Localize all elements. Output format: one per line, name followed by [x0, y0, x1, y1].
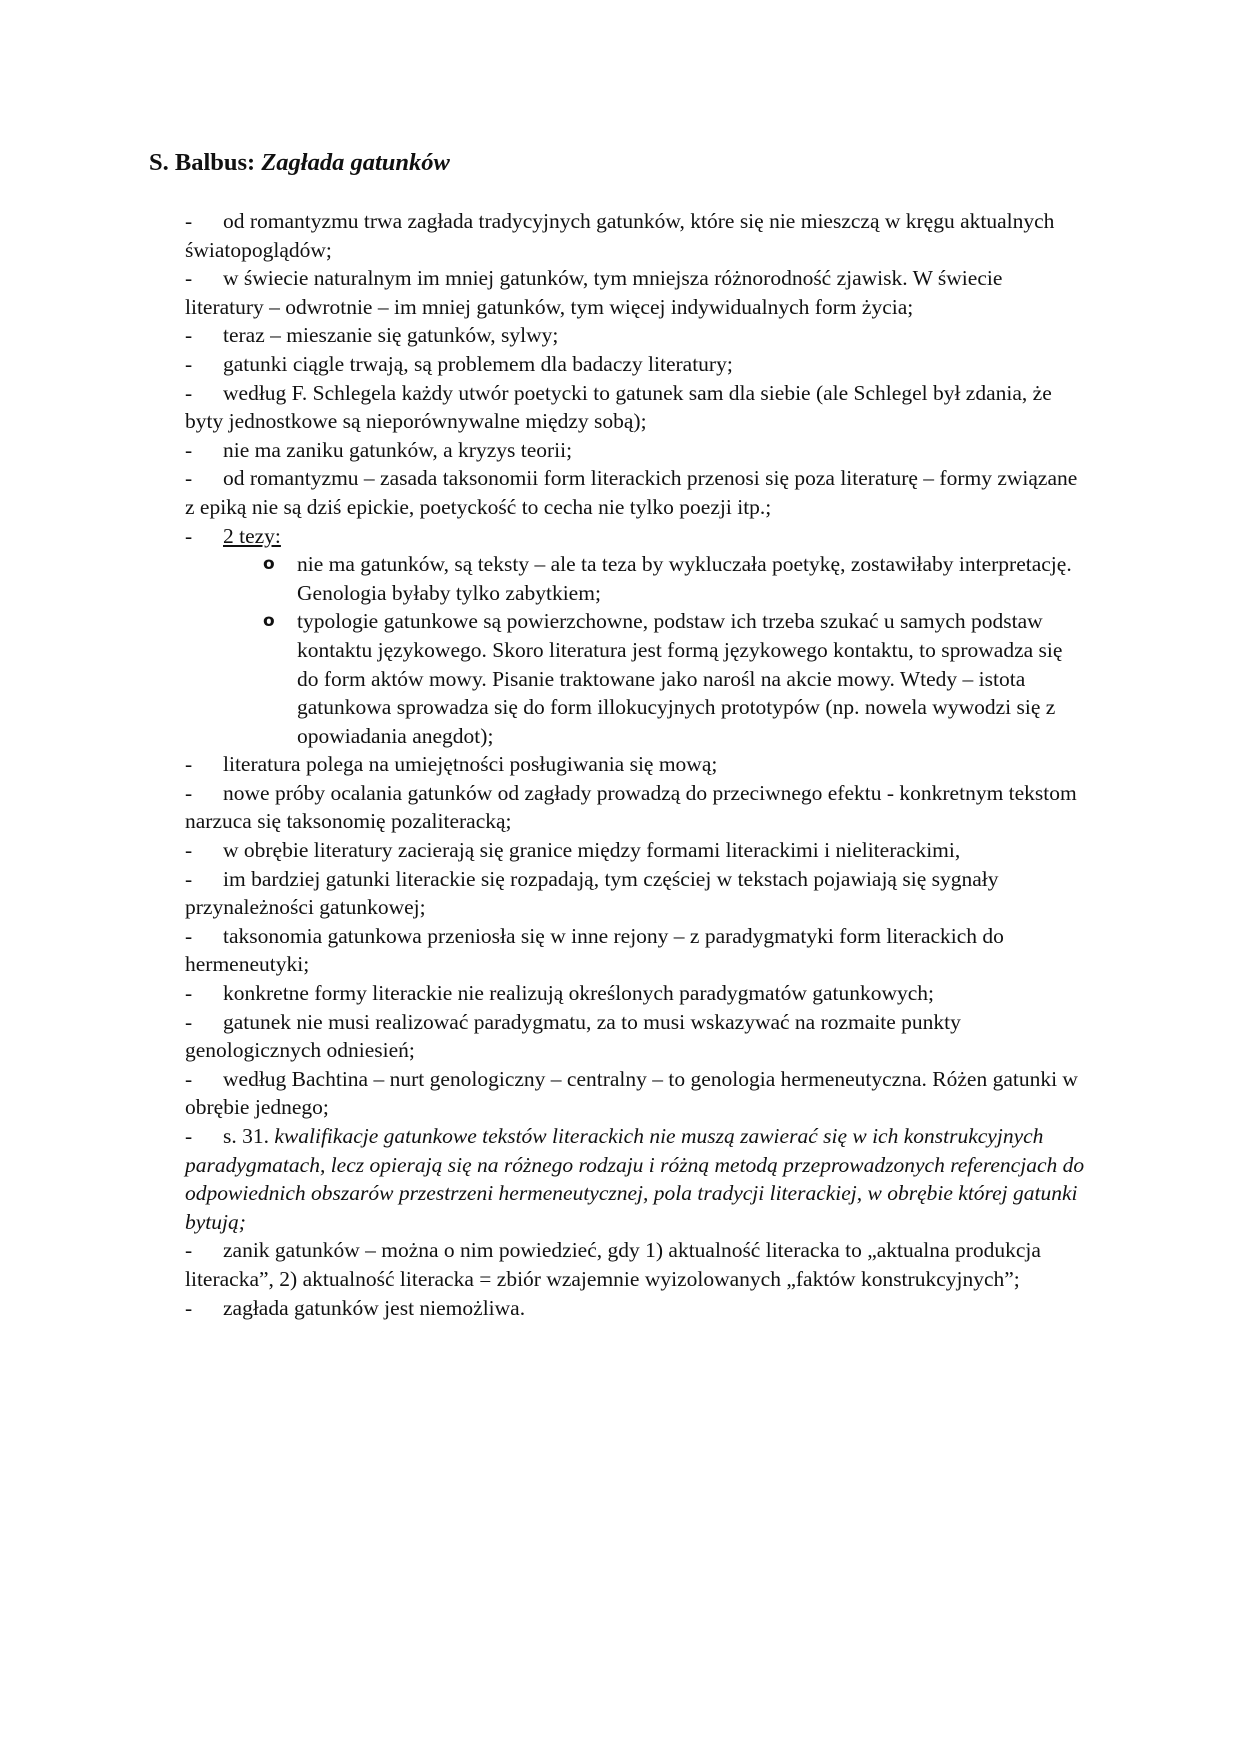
- dash-marker: -: [185, 1295, 193, 1320]
- list-item: - literatura polega na umiejętności posługiwania się mową;: [185, 750, 1085, 779]
- list-item: - taksonomia gatunkowa przeniosła się w inne rejony – z paradygmatyki form literackich do hermeneutyki;: [185, 923, 1004, 977]
- title-work: Zagłada gatunków: [261, 149, 450, 176]
- dash-marker: -: [185, 266, 193, 291]
- list-item: - nie ma zaniku gatunków, a kryzys teorii;: [185, 436, 1085, 465]
- list-item: - zanik gatunków – można o nim powiedzieć, gdy 1) aktualność literacka to „aktualna produkcja literacka”, 2) aktualność literacka = zbiór wzajemnie wyizolowanych „faktów konstrukcyjnych”;: [185, 1238, 1041, 1291]
- list-item: - według Bachtina – nurt genologiczny – centralny – to genologia hermeneutyczna. Różen gatunki w obrębie jednego;: [185, 1066, 1078, 1120]
- dash-marker: -: [185, 323, 193, 348]
- list-item: - im bardziej gatunki literackie się rozpadają, tym częściej w tekstach pojawiają się sygnały przynależności gatunkowej;: [185, 866, 999, 920]
- dash-marker: -: [185, 780, 193, 805]
- list-item: - w obrębie literatury zacierają się granice między formami literackimi i nieliterackimi,: [185, 836, 1085, 865]
- dash-marker: -: [185, 523, 193, 548]
- list-item: - konkretne formy literackie nie realizują określonych paradygmatów gatunkowych;: [185, 979, 1085, 1008]
- list-item: - od romantyzmu trwa zagłada tradycyjnych gatunków, które się nie mieszczą w kręgu aktualnych światopoglądów;: [185, 209, 1055, 262]
- theses-label: 2 tezy:: [223, 523, 281, 548]
- notes-list: [185, 207, 1085, 1322]
- circle-bullet-icon: o: [263, 611, 275, 632]
- dash-marker: -: [185, 351, 193, 376]
- title-author: S. Balbus:: [149, 149, 256, 176]
- dash-marker: -: [185, 838, 193, 863]
- list-item: - nowe próby ocalania gatunków od zagłady prowadzą do przeciwnego efektu - konkretnym tekstom narzuca się taksonomię pozaliteracką;: [185, 780, 1077, 834]
- dash-marker: -: [185, 1238, 193, 1263]
- list-item: - gatunek nie musi realizować paradygmatu, za to musi wskazywać na rozmaite punkty genologicznych odniesień;: [185, 1009, 961, 1063]
- dash-marker: -: [185, 866, 193, 891]
- thesis-item: o typologie gatunkowe są powierzchowne, podstaw ich trzeba szukać u samych podstaw kontaktu językowego. Skoro literatura jest formą językowego kontaktu, to sprowadza się do form aktów mowy. Pisanie traktowane jako narośl na akcie mowy. Wtedy – istota gatunkowa sprowadza się do form illokucyjnych prototypów (np. nowela wywodzi się z opowiadania anegdot);: [263, 609, 1063, 748]
- dash-marker: -: [185, 1009, 193, 1034]
- dash-marker: -: [185, 466, 193, 491]
- dash-marker: -: [185, 437, 193, 462]
- quote-text: kwalifikacje gatunkowe tekstów literackich nie muszą zawierać się w ich konstrukcyjnych paradygmatach, lecz opierają się na różnego rodzaju i różną metodą przeprowadzonych referencjach do odpowiednich obszarów przestrzeni hermeneutycznej, pola tradycji literackiej, w obrębie której gatunki bytują;: [185, 1124, 1085, 1234]
- dash-marker: -: [185, 981, 193, 1006]
- list-item: - zagłada gatunków jest niemożliwa.: [185, 1294, 1085, 1323]
- dash-marker: -: [185, 1066, 193, 1091]
- dash-marker: -: [185, 752, 193, 777]
- circle-bullet-icon: o: [263, 554, 275, 575]
- dash-marker: -: [185, 1124, 193, 1148]
- thesis-item: o nie ma gatunków, są teksty – ale ta teza by wykluczała poetykę, zostawiłaby interpretację. Genologia byłaby tylko zabytkiem;: [263, 552, 1072, 605]
- list-item: - według F. Schlegela każdy utwór poetycki to gatunek sam dla siebie (ale Schlegel był zdania, że byty jednostkowe są nieporównywalne między sobą);: [185, 380, 1052, 434]
- quote-item: [185, 1122, 1085, 1236]
- dash-marker: -: [185, 209, 193, 233]
- list-item: - od romantyzmu – zasada taksonomii form literackich przenosi się poza literaturę – formy związane z epiką nie są dziś epickie, poetyckość to cecha nie tylko poezji itp.;: [185, 466, 1078, 519]
- document-title: [149, 146, 450, 180]
- theses-heading: [185, 522, 1085, 551]
- quote-page-ref: s. 31.: [223, 1124, 269, 1148]
- dash-marker: -: [185, 380, 193, 405]
- list-item: - gatunki ciągle trwają, są problemem dla badaczy literatury;: [185, 350, 1085, 379]
- list-item: - teraz – mieszanie się gatunków, sylwy;: [185, 321, 1085, 350]
- dash-marker: -: [185, 923, 193, 948]
- list-item: - w świecie naturalnym im mniej gatunków, tym mniejsza różnorodność zjawisk. W świecie literatury – odwrotnie – im mniej gatunków, tym więcej indywidualnych form życia;: [185, 266, 1003, 319]
